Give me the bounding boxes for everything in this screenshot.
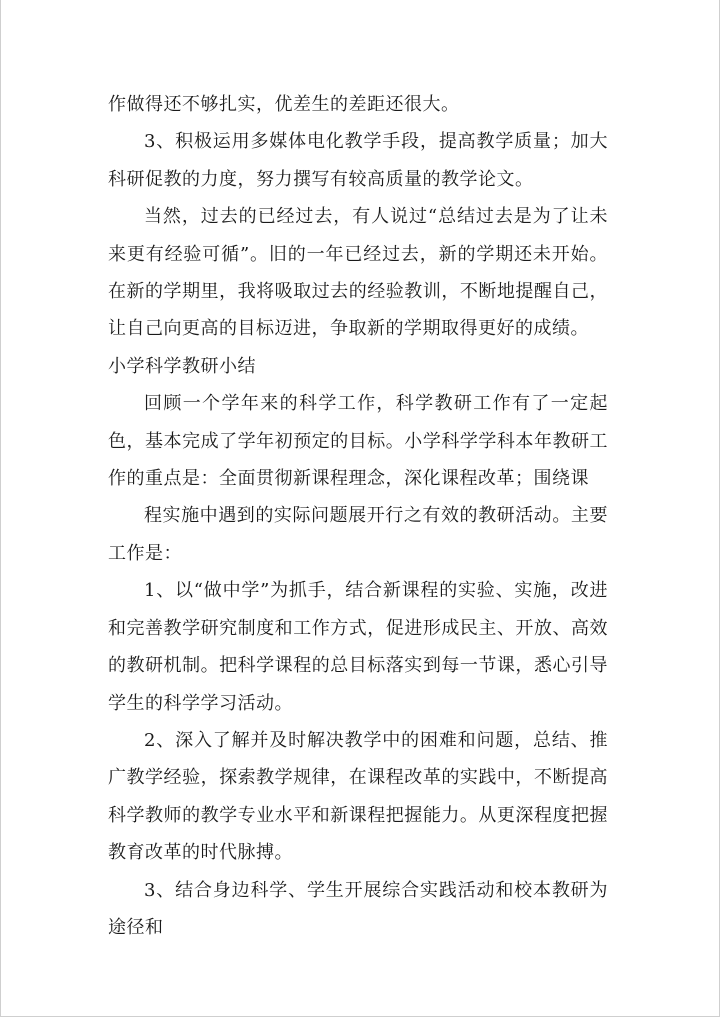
- paragraph-continuation: 作做得还不够扎实，优差生的差距还很大。: [108, 94, 460, 115]
- document-body: [108, 86, 608, 946]
- paragraph-item-3: 3、结合身边科学、学生开展综合实践活动和校本教研为途径和: [108, 879, 608, 938]
- section-heading: 小学科学教研小结: [108, 355, 256, 377]
- paragraph-item-1: 1、以“做中学”为抓手，结合新课程的实验、实施，改进和完善教学研究制度和工作方式，促进形成民主、开放、高效的教研机制。把科学课程的总目标落实到每一节课，悉心引导学生的科学学习活动。: [108, 580, 608, 714]
- paragraph-item-3-research: 3、积极运用多媒体电化教学手段，提高教学质量；加大科研促教的力度，努力撰写有较高质量的教学论文。: [108, 131, 608, 190]
- paragraph-main-work: 程实施中遇到的实际问题展开行之有效的教研活动。主要工作是：: [108, 505, 608, 564]
- paragraph-closing: 当然，过去的已经过去，有人说过“总结过去是为了让未来更有经验可循”。旧的一年已经过去，新的学期还未开始。在新的学期里，我将吸取过去的经验教训，不断地提醒自己，让自己向更高的目标迈进，争取新的学期取得更好的成绩。: [108, 206, 608, 340]
- paragraph-review: 回顾一个学年来的科学工作，科学教研工作有了一定起色，基本完成了学年初预定的目标。小学科学学科本年教研工作的重点是：全面贯彻新课程理念，深化课程改革；围绕课: [108, 393, 608, 490]
- paragraph-item-2: 2、深入了解并及时解决教学中的困难和问题，总结、推广教学经验，探索教学规律，在课程改革的实践中，不断提高科学教师的教学专业水平和新课程把握能力。从更深程度把握教育改革的时代脉搏。: [108, 729, 608, 864]
